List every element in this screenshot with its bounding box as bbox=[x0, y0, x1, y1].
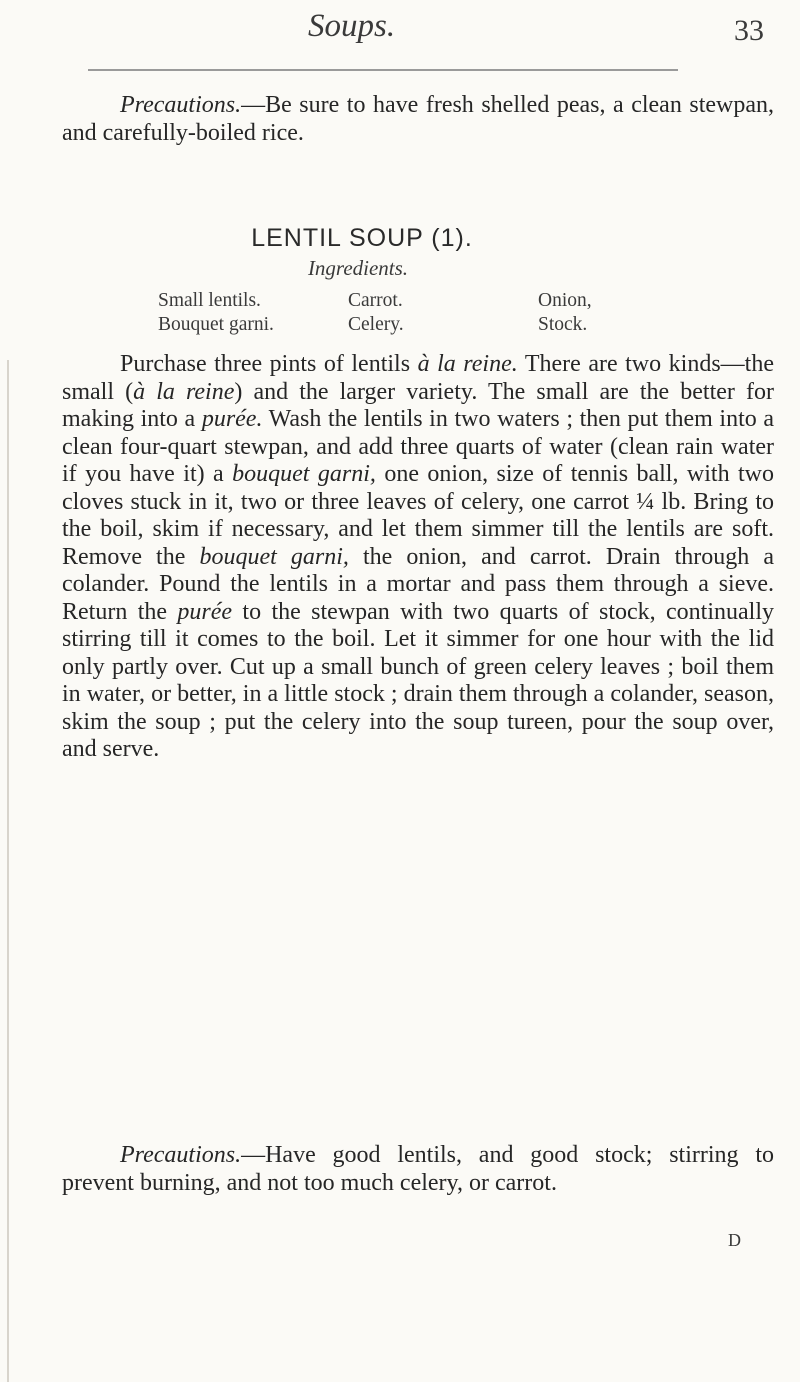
running-head bbox=[0, 8, 800, 52]
method-text: to the stewpan with two quarts of stock, continually stirring till it comes to the boil. Let it simmer for one hour with the lid only partly over. Cut up a small bunch of green celery leaves ; boil them in water, or better, in a little stock ; drain them through a colander, season, skim the soup ; put the celery into the soup tureen, pour the soup over, and serve. bbox=[62, 598, 774, 762]
ingredient-item: Celery. bbox=[348, 314, 404, 335]
page-number: 33 bbox=[734, 14, 764, 47]
ingredient-item: Small lentils. bbox=[158, 290, 261, 311]
running-head-title: Soups. bbox=[308, 8, 396, 44]
precautions-lead: Precautions. bbox=[120, 92, 242, 118]
method-italic: bouquet garni, bbox=[199, 543, 349, 570]
method-text: one onion, size of tennis ball, with two cloves stuck in it, two or three leaves of celery, one carrot ¼ lb. Bring to the boil, skim if necessary, and let them simmer till the lentils are soft. Remove the bbox=[62, 461, 775, 570]
header-rule bbox=[88, 69, 678, 71]
signature-mark: D bbox=[728, 1230, 741, 1250]
method-text: ) and the larger variety. The small are the better for making into a bbox=[62, 378, 774, 432]
method-text: the onion, and carrot. Drain through a colander. Pound the lentils in a mortar and pass them through a sieve. Return the bbox=[62, 543, 775, 625]
recipe-title-text: LENTIL SOUP (1). bbox=[251, 224, 473, 252]
gutter-shadow bbox=[7, 360, 9, 1382]
method-italic: à la reine bbox=[133, 378, 235, 405]
ingredient-item: Bouquet garni. bbox=[158, 314, 274, 335]
method-text: Wash the lentils in two waters ; then put them into a clean four-quart stewpan, and add three quarts of water (clean rain water if you have it) a bbox=[62, 406, 774, 487]
ingredients-label: Ingredients. bbox=[307, 256, 409, 280]
method-paragraph bbox=[62, 351, 774, 764]
ingredients-heading bbox=[0, 256, 800, 281]
method-text: There are two kinds—the small ( bbox=[62, 351, 774, 405]
method-italic: purée. bbox=[201, 406, 263, 432]
precautions-lentil-paragraph bbox=[62, 1142, 774, 1197]
ingredients-list bbox=[158, 290, 678, 336]
precautions-text: —Have good lentils, and good stock; stirring to prevent burning, and not too much celery, or carrot. bbox=[62, 1142, 774, 1196]
method-italic: bouquet garni, bbox=[232, 461, 376, 487]
precautions-lead: Precautions. bbox=[120, 1142, 242, 1168]
method-text: Purchase three pints of lentils bbox=[120, 351, 418, 377]
recipe-title bbox=[0, 224, 800, 253]
precautions-peas-paragraph bbox=[62, 92, 774, 147]
ingredient-item: Stock. bbox=[538, 314, 588, 335]
method-italic: à la reine. bbox=[417, 351, 518, 377]
ingredient-item: Onion, bbox=[538, 290, 592, 311]
method-italic: purée bbox=[177, 598, 233, 625]
precautions-text: —Be sure to have fresh shelled peas, a clean stewpan, and carefully-boiled rice. bbox=[62, 92, 774, 146]
ingredient-item: Carrot. bbox=[348, 290, 403, 311]
